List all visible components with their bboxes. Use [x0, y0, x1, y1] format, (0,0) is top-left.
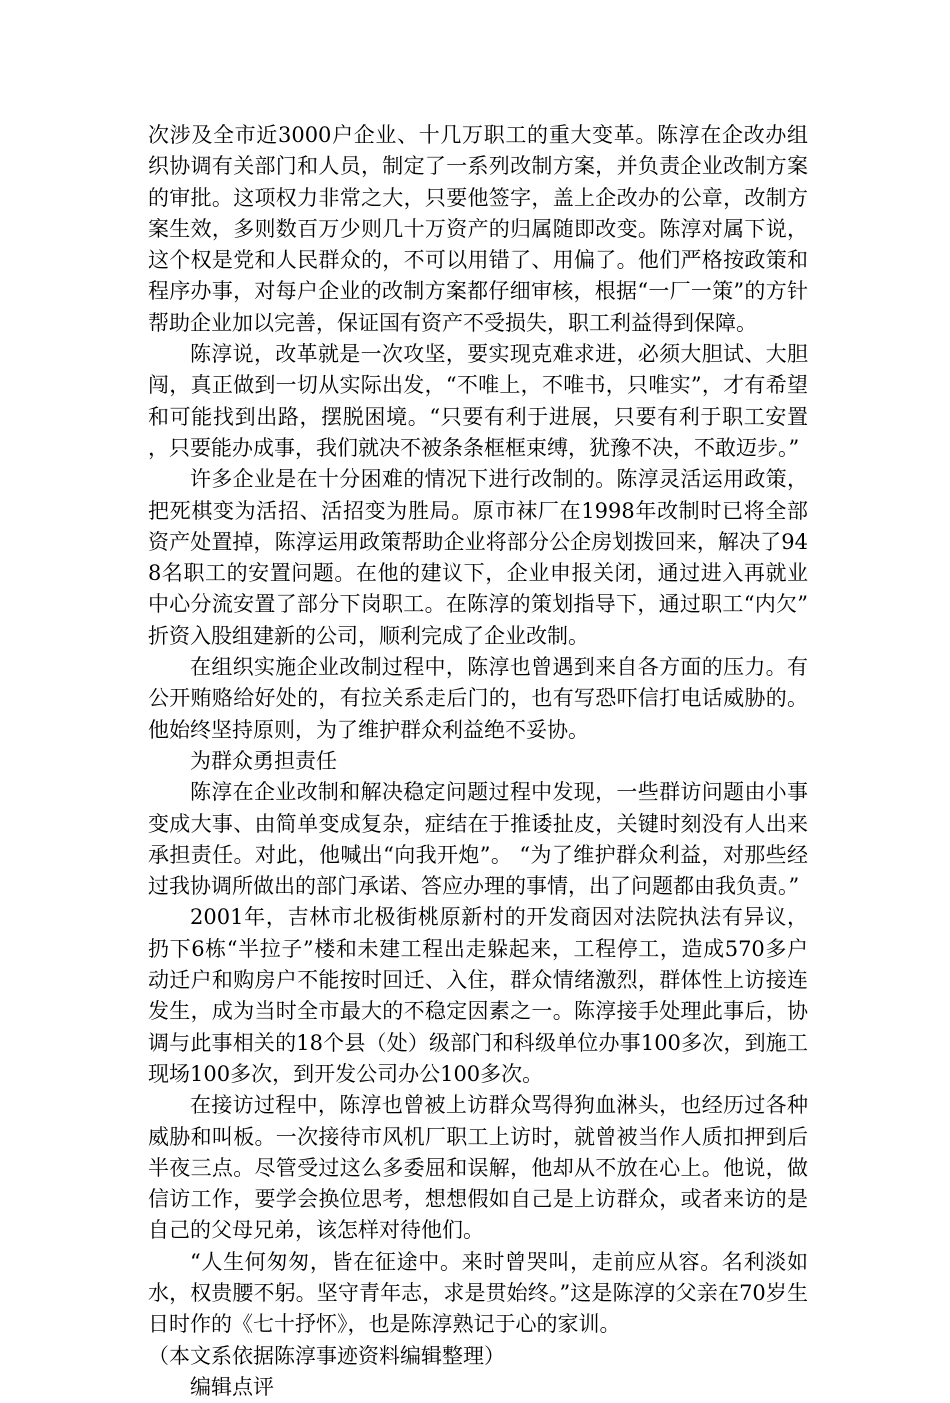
- document-page: [148, 120, 808, 1403]
- paragraph-family-motto: “人生何匆匆，皆在征途中。来时曾哭叫，走前应从容。名利淡如水，权贵腰不躬。坚守青年志，求是贯始终。”这是陈淳的父亲在70岁生日时作的《七十抒怀》，也是陈淳熟记于心的家训。: [148, 1249, 808, 1337]
- closing-heading: 编辑点评: [190, 1374, 274, 1399]
- paragraph-taoyuan-case: 2001年，吉林市北极街桃原新村的开发商因对法院执法有异议，扔下6栋“半拉子”楼和未建工程出走躲起来，工程停工，造成570多户动迁户和购房户不能按时回迁、入住，群众情绪激烈，群体性上访接连发生，成为当时全市最大的不稳定因素之一。陈淳接手处理此事后，协调与此事相关的18个县（处）级部门和科级单位办事100多次，到施工现场100多次，到开发公司办公100多次。: [148, 905, 808, 1086]
- paragraph-pressure: 在组织实施企业改制过程中，陈淳也曾遇到来自各方面的压力。有公开贿赂给好处的，有拉关系走后门的，也有写恐吓信打电话威胁的。他始终坚持原则，为了维护群众利益绝不妥协。: [148, 655, 808, 742]
- source-note: （本文系依据陈淳事迹资料编辑整理）: [148, 1343, 505, 1368]
- paragraph-responsibility: 陈淳在企业改制和解决稳定问题过程中发现，一些群访问题由小事变成大事、由简单变成复杂，症结在于推诿扯皮，关键时刻没有人出来承担责任。对此，他喊出“向我开炮”。 “为了维护群众利益，对那些经过我协调所做出的部门承诺、答应办理的事情，出了问题都由我负责。”: [148, 780, 808, 899]
- paragraph-reform-intro: 次涉及全市近3000户企业、十几万职工的重大变革。陈淳在企改办组织协调有关部门和人员，制定了一系列改制方案，并负责企业改制方案的审批。这项权力非常之大，只要他签字，盖上企改办的公章，改制方案生效，多则数百万少则几十万资产的归属随即改变。陈淳对属下说，这个权是党和人民群众的，不可以用错了、用偏了。他们严格按政策和程序办事，对每户企业的改制方案都仔细审核，根据“一厂一策”的方针帮助企业加以完善，保证国有资产不受损失，职工利益得到保障。: [148, 123, 808, 335]
- paragraph-petition-reception: 在接访过程中，陈淳也曾被上访群众骂得狗血淋头，也经历过各种威胁和叫板。一次接待市风机厂职工上访时，就曾被当作人质扣押到后半夜三点。尽管受过这么多委屈和误解，他却从不放在心上。他说，做信访工作，要学会换位思考，想想假如自己是上访群众，或者来访的是自己的父母兄弟，该怎样对待他们。: [148, 1093, 808, 1243]
- paragraph-reform-quote: 陈淳说，改革就是一次攻坚，要实现克难求进，必须大胆试、大胆闯，真正做到一切从实际出发，“不唯上，不唯书，只唯实”，才有希望和可能找到出路，摆脱困境。“只要有利于进展，只要有利于职工安置，只要能办成事，我们就决不被条条框框束缚，犹豫不决，不敢迈步。”: [148, 342, 808, 460]
- section-heading: 为群众勇担责任: [190, 748, 337, 773]
- paragraph-difficult-enterprises: 许多企业是在十分困难的情况下进行改制的。陈淳灵活运用政策，把死棋变为活招、活招变为胜局。原市袜厂在1998年改制时已将全部资产处置掉，陈淳运用政策帮助企业将部分公企房划拨回来，解决了948名职工的安置问题。在他的建议下，企业申报关闭，通过进入再就业中心分流安置了部分下岗职工。在陈淳的策划指导下，通过职工“内欠”折资入股组建新的公司，顺利完成了企业改制。: [148, 467, 808, 648]
